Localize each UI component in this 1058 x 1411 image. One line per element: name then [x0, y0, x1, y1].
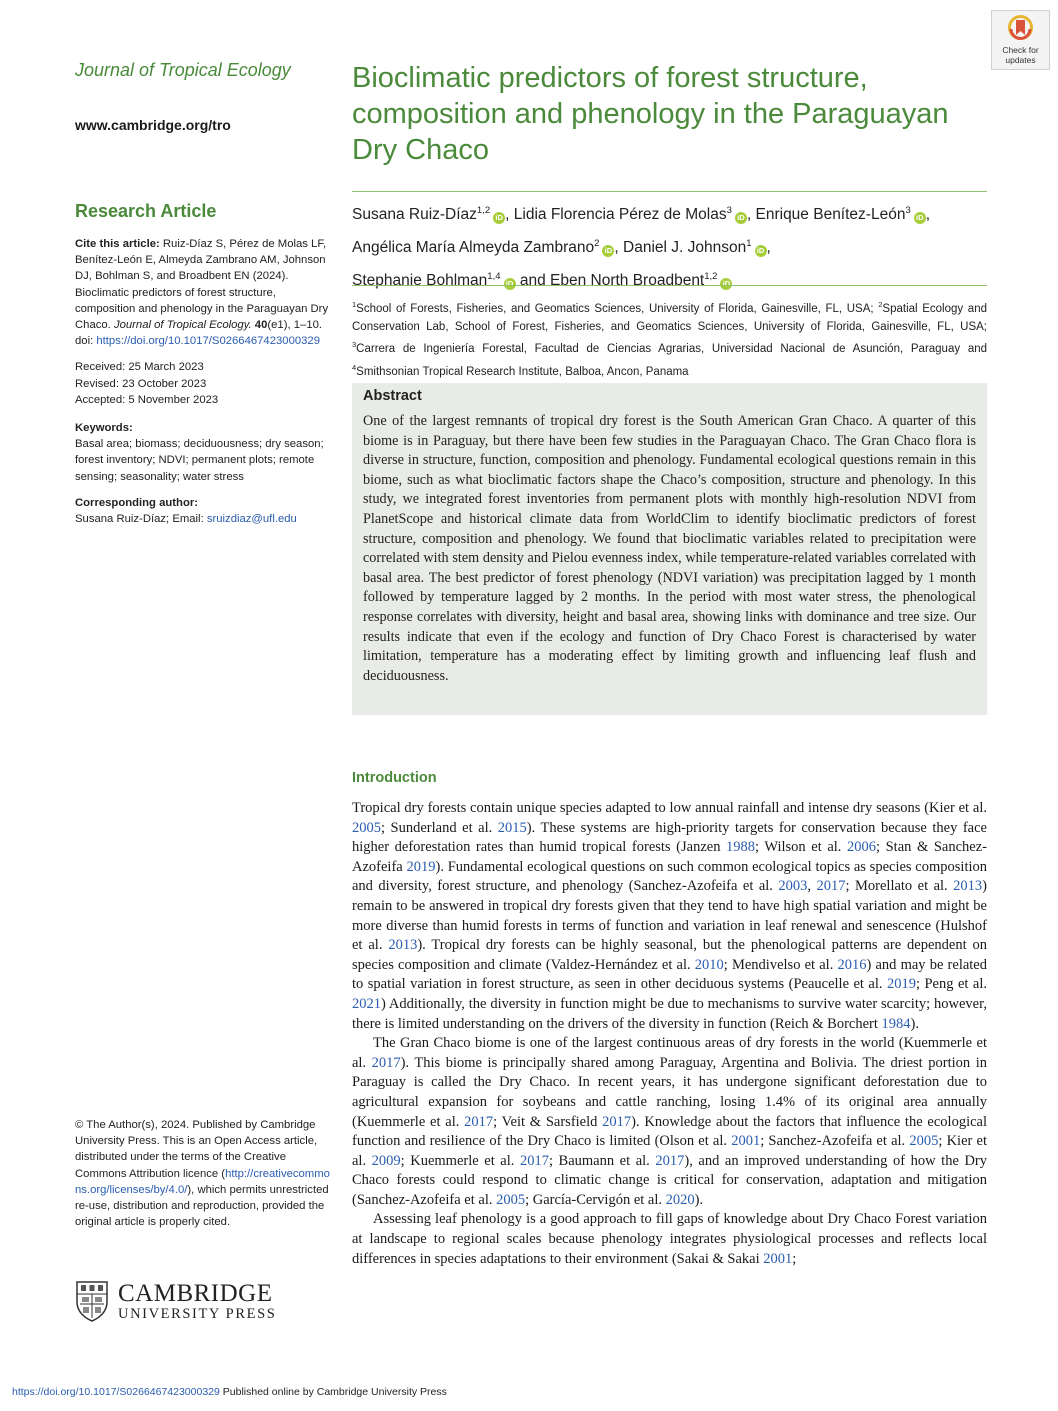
intro-text: ; Kier et al. [352, 1133, 988, 1169]
intro-text: ; Veit & Sarsfield [493, 1113, 603, 1130]
citation-year-link[interactable]: 2019 [406, 858, 436, 875]
affiliation-number: 3 [352, 340, 357, 350]
intro-text: ; Stan & Sanchez-Azofeifa [352, 839, 987, 875]
citation-year-link[interactable]: 2009 [371, 1152, 401, 1169]
intro-text: , [807, 878, 817, 895]
intro-text: ; Sunderland et al. [381, 819, 498, 836]
citation-doi-link[interactable]: https://doi.org/10.1017/S0266467423000329 [96, 335, 320, 348]
author-separator: , [746, 206, 756, 224]
author-affiliation-number: 3 [905, 205, 911, 216]
cambridge-shield-icon [75, 1280, 109, 1322]
check-line-1: Check for [1002, 45, 1039, 55]
keywords-label: Keywords: [75, 422, 133, 435]
intro-text: ; [792, 1250, 797, 1267]
intro-text: ; Wilson et al. [755, 839, 847, 856]
citation [75, 236, 333, 349]
journal-name[interactable]: Journal of Tropical Ecology [75, 60, 291, 80]
footer-text: Published online by Cambridge University Press [219, 1386, 447, 1398]
citation-year-link[interactable]: 2017 [519, 1152, 549, 1169]
publisher-name: CAMBRIDGE [118, 1280, 273, 1307]
intro-text: ). [694, 1191, 704, 1208]
page-footer [12, 1386, 447, 1398]
intro-text: ). Fundamental ecological questions on such common ecological topics as species composition and diversity, forest structure, and phenology (Sanchez-Azofeifa et al. [352, 858, 988, 895]
orcid-icon[interactable]: iD [493, 212, 505, 224]
author-name: Lidia Florencia Pérez de Molas [513, 206, 727, 224]
intro-text: ; Sanchez-Azofeifa et al. [760, 1133, 910, 1150]
citation-year-link[interactable]: 2021 [352, 995, 381, 1012]
citation-text: Ruiz-Díaz S, Pérez de Molas LF, Benítez-León E, Almeyda Zambrano AM, Johnson DJ, Bohlman S, and Broadbent EN (2024). Bioclimatic predictors of forest structure, composition and phenology in the Paraguayan Dry Chaco. [75, 238, 329, 332]
corresponding-text: Susana Ruiz-Díaz; Email: [75, 513, 207, 526]
citation-year-link[interactable]: 2003 [778, 878, 808, 895]
citation-year-link[interactable]: 2017 [655, 1152, 685, 1169]
author-name: Susana Ruiz-Díaz [352, 206, 477, 224]
date-revised: Revised: 23 October 2023 [75, 377, 207, 390]
article-type: Research Article [75, 201, 217, 221]
corresponding-author [75, 495, 333, 527]
author-name: Enrique Benítez-León [755, 206, 906, 224]
intro-text: ; Mendivelso et al. [723, 956, 838, 973]
affiliation-text: Spatial Ecology and Conservation Lab, School of Forest, Fisheries, and Geomatics Sciences, University of Florida, Gainesville, FL, USA; [352, 302, 987, 333]
citation-year-link[interactable]: 2005 [909, 1133, 939, 1150]
citation-year-link[interactable]: 2017 [602, 1113, 632, 1130]
affiliation-text: Carrera de Ingeniería Forestal, Facultad de Ciencias Agrarias, Universidad Nacional de Asunción, Paraguay and [356, 343, 987, 356]
article-dates [75, 359, 333, 408]
author-separator: , [505, 206, 514, 224]
intro-text: ). Knowledge about the factors that influence the ecological function and resilience of the Dry Chaco is limited (Olson et al. [352, 1113, 987, 1150]
citation-year-link[interactable]: 2017 [464, 1113, 494, 1130]
citation-year-link[interactable]: 2016 [837, 956, 867, 973]
journal-url[interactable]: www.cambridge.org/tro [75, 117, 231, 133]
citation-year-link[interactable]: 2005 [496, 1191, 526, 1208]
intro-text: ). This biome is principally shared among Paraguay, Argentina and Bolivia. The driest portion in Paraguay is called the Dry Chaco. In recent years, it has undergone significant deforestation due to agricultural expansion for soybeans and cattle ranching, losing 1.4% of its original area annually (Kuemmerle et al. [352, 1054, 987, 1130]
orcid-icon[interactable]: iD [755, 245, 767, 257]
intro-text: ; García-Cervigón et al. [525, 1191, 666, 1208]
citation-year-link[interactable]: 2020 [665, 1191, 695, 1208]
author-separator: , [925, 206, 931, 224]
author-name: Eben North Broadbent [550, 272, 705, 290]
orcid-icon[interactable]: iD [720, 278, 732, 290]
citation-journal: Journal of Tropical Ecology. [113, 319, 252, 332]
intro-text: The Gran Chaco biome is one of the largest continuous areas of dry forests in the world (Kuemmerle et al. [352, 1035, 987, 1071]
cambridge-logo [75, 1280, 305, 1324]
affiliation-number: 2 [878, 300, 883, 309]
corresponding-label: Corresponding author: [75, 496, 199, 509]
affiliation-number: 1 [352, 300, 357, 309]
intro-text: ; Baumann et al. [548, 1152, 656, 1169]
intro-paragraph [352, 799, 987, 1034]
intro-paragraph [352, 1210, 987, 1269]
authors-divider [352, 285, 987, 286]
left-sidebar [75, 60, 333, 527]
author-separator: and [515, 272, 550, 290]
publisher-subtitle: UNIVERSITY PRESS [118, 1306, 277, 1322]
check-for-updates-button[interactable] [991, 10, 1050, 70]
check-line-2: updates [1005, 55, 1036, 65]
author-separator: , [766, 239, 771, 257]
citation-year-link[interactable]: 2017 [371, 1054, 401, 1071]
citation-year-link[interactable]: 1984 [881, 1015, 911, 1032]
intro-text: Tropical dry forests contain unique species adapted to low annual rainfall and intense dry seasons (Kier et al. [352, 800, 987, 816]
license-text-start: © The Author(s), 2024. Published by Cambridge University Press. This is an Open Access article, distributed under the terms of the Creative Commons Attribution licence ( [75, 1119, 318, 1180]
author-name: Angélica María Almeyda Zambrano [352, 239, 595, 257]
orcid-icon[interactable]: iD [735, 212, 747, 224]
citation-year-link[interactable]: 2001 [731, 1133, 761, 1150]
citation-year-link[interactable]: 2013 [953, 878, 983, 895]
orcid-icon[interactable]: iD [602, 245, 614, 257]
intro-text: ) remain to be answered in tropical dry forests given that they tend to have high spatial variation and might be more diverse than humid forests in terms of function and variation in leaf renewal and senescence (Hulshof et al. [352, 878, 988, 954]
author-affiliation-number: 2 [594, 238, 600, 250]
check-for-updates-label [992, 45, 1049, 65]
intro-text: ) Additionally, the diversity in function might be due to mechanisms to survive water scarcity; however, there is limited understanding on the drivers of the diversity in function (Reich & Borchert [352, 995, 987, 1032]
abstract-text: One of the largest remnants of tropical dry forest is the South American Gran Chaco. A quarter of this biome is in Paraguay, but there have been few studies in the Paraguayan Chaco. The Gran Chaco flora is diverse in structure, function, composition and phenology. Fundamental ecological questions remain in this biome, such as what bioclimatic factors shape the Chaco’s composition, structure and phenology. In this study, we integrated forest inventories from permanent plots with monthly high-resolution NDVI from PlanetScope and historical climate data from WorldClim to identify bioclimatic predictors of forest structure, composition and phenology. We found that bioclimatic variables related to precipitation were correlated with stem density and Pielou evenness index, while temperature-related variables correlated with basal area. The best predictor of forest phenology (NDVI variation) was precipitation lagged by 1 month followed by temperature lagged by 2 months. In the period with most water stress, the phenological response correlates with diversity, height and basal area, showing links with dominance and tree size. Our results indicate that even if the ecology and function of Dry Chaco Forest is characterised by water limitation, temperature has a moderating effect by limiting growth and influencing leaf flush and deciduousness. [363, 413, 976, 684]
abstract-heading: Abstract [363, 388, 422, 404]
citation-pages: (e1), 1–10. doi: [75, 319, 323, 348]
intro-text: ), and an improved understanding of how the Dry Chaco forests could respond to climatic change is critical for conservation, adaptation and mitigation (Sanchez-Azofeifa et al. [352, 1152, 988, 1208]
author-separator: , [614, 239, 624, 257]
orcid-icon[interactable]: iD [914, 212, 926, 224]
bookmark-ring-icon [1008, 15, 1033, 43]
affiliation-number: 4 [352, 362, 357, 372]
license-notice [75, 1117, 333, 1230]
introduction-heading: Introduction [352, 770, 437, 786]
date-received: Received: 25 March 2023 [75, 361, 204, 374]
citation-year-link[interactable]: 2015 [497, 819, 527, 836]
keywords [75, 420, 333, 485]
author-affiliation-number: 3 [726, 205, 732, 216]
article-title: Bioclimatic predictors of forest structure, composition and phenology in the Paraguayan Dry Chaco [352, 62, 949, 166]
affiliation-text: School of Forests, Fisheries, and Geomatics Sciences, University of Florida, Gainesville, FL, USA; [356, 302, 879, 315]
corresponding-email-link[interactable]: sruizdiaz@ufl.edu [206, 513, 297, 526]
intro-text: Assessing leaf phenology is a good approach to fill gaps of knowledge about Dry Chaco Forest variation at landscape to regional scales because phenology integrates physiological processes and reflects local differences in species adaptations to their environment (Sakai & Sakai [352, 1211, 987, 1267]
author-list [352, 196, 992, 295]
citation-year-link[interactable]: 1988 [726, 839, 756, 856]
author-name: Stephanie Bohlman [352, 272, 488, 290]
intro-text: ) and may be related to spatial variation in forest structure, as seen in other deciduous systems (Peaucelle et al. [352, 956, 987, 993]
citation-year-link[interactable]: 2013 [388, 937, 418, 954]
author-affiliation-number: 1 [746, 238, 752, 250]
intro-paragraph [352, 1034, 987, 1210]
intro-text: ; Morellato et al. [845, 878, 954, 895]
author-affiliation-number: 1,2 [704, 271, 718, 283]
date-accepted: Accepted: 5 November 2023 [75, 393, 219, 406]
license-link[interactable]: http://creativecommons.org/licenses/by/4.0/ [75, 1167, 330, 1196]
footer-doi-link[interactable]: https://doi.org/10.1017/S0266467423000329 [12, 1386, 220, 1398]
citation-year-link[interactable]: 2005 [352, 819, 381, 836]
citation-year-link[interactable]: 2019 [886, 976, 916, 993]
author-affiliation-number: 1,4 [487, 271, 501, 283]
citation-year-link[interactable]: 2017 [816, 878, 846, 895]
keywords-text: Basal area; biomass; deciduousness; dry season; forest inventory; NDVI; permanent plots; remote sensing; seasonality; water stress [75, 438, 324, 483]
citation-year-link[interactable]: 2001 [763, 1250, 793, 1267]
citation-volume: 40 [251, 319, 268, 332]
introduction-body [352, 799, 987, 1269]
intro-text: ; Kuemmerle et al. [400, 1152, 520, 1169]
abstract-box [352, 383, 987, 715]
author-affiliation-number: 1,2 [476, 205, 491, 216]
intro-text: ). These systems are high-priority targets for conservation because they face higher deforestation rates than humid tropical forests (Janzen [352, 819, 987, 856]
intro-text: ; Peng et al. [915, 976, 987, 993]
affiliations [352, 296, 987, 381]
title-divider [352, 191, 987, 192]
citation-year-link[interactable]: 2006 [847, 839, 876, 856]
author-name: Daniel J. Johnson [623, 239, 747, 257]
intro-text: ). [910, 1015, 919, 1032]
affiliation-text: Smithsonian Tropical Research Institute, Balboa, Ancon, Panama [356, 365, 689, 378]
license-text-end: ), which permits unrestricted re-use, distribution and reproduction, provided the original article is properly cited. [75, 1183, 329, 1229]
citation-label: Cite this article: [75, 238, 160, 250]
orcid-icon[interactable]: iD [504, 278, 516, 290]
intro-text: ). Tropical dry forests can be highly seasonal, but the phenological patterns are dependent on species composition and climate (Valdez-Hernández et al. [352, 937, 988, 973]
citation-year-link[interactable]: 2010 [694, 956, 724, 973]
